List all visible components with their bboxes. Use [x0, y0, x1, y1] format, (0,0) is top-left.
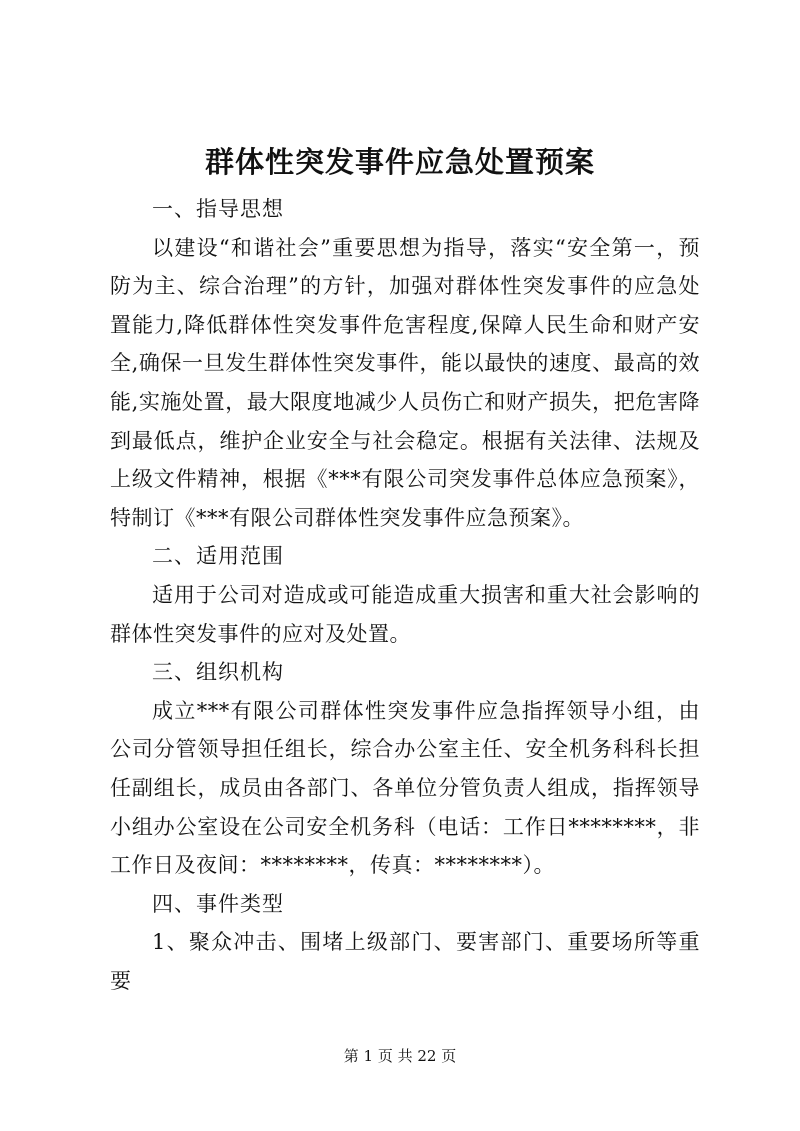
section-paragraph-organization: 成立***有限公司群体性突发事件应急指挥领导小组，由公司分管领导担任组长，综合办公室主任、安全机务科科长担任副组长，成员由各部门、各单位分管负责人组成，指挥领导小组办公室设在公司安全机务科（电话：工作日********，非工作日及夜间：********，传真：********）。 [110, 698, 700, 878]
section-heading-scope: 二、适用范围 [152, 544, 284, 569]
document-body [110, 190, 700, 1000]
document-title: 群体性突发事件应急处置预案 [204, 145, 595, 179]
section-paragraph-event-types: 1、聚众冲击、围堵上级部门、要害部门、重要场所等重要 [110, 930, 700, 993]
section-heading-organization: 三、组织机构 [152, 660, 284, 685]
section-heading-guiding-ideology: 一、指导思想 [152, 197, 284, 221]
page-footer: 第 1 页 共 22 页 [343, 1047, 457, 1065]
section-heading-event-types: 四、事件类型 [152, 891, 284, 916]
section-paragraph-scope: 适用于公司对造成或可能造成重大损害和重大社会影响的群体性突发事件的应对及处置。 [110, 582, 700, 646]
section-paragraph-guiding-ideology: 以建设“和谐社会”重要思想为指导，落实“安全第一，预防为主、综合治理”的方针，加强对群体性突发事件的应急处置能力,降低群体性突发事件危害程度,保障人民生命和财产安全,确保一旦发生群体性突发事件，能以最快的速度、最高的效能,实施处置，最大限度地减少人员伤亡和财产损失，把危害降到最低点，维护企业安全与社会稳定。根据有关法律、法规及上级文件精神，根据《***有限公司突发事件总体应急预案》，特制订《***有限公司群体性突发事件应急预案》。 [110, 235, 700, 530]
